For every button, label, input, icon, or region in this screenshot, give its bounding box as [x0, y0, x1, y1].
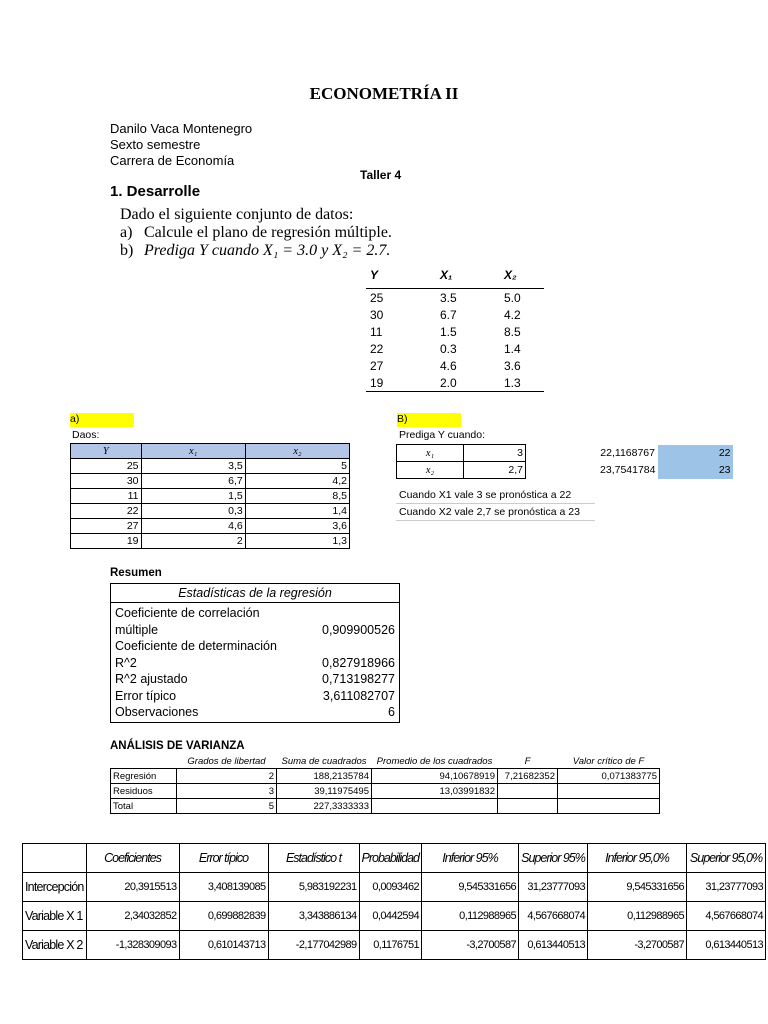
variable-cell: x₂ — [397, 462, 464, 479]
summary-title: Resumen — [110, 567, 162, 579]
statistic-label: Error típico — [115, 688, 177, 703]
anova-table — [110, 755, 660, 814]
table-row — [397, 462, 733, 479]
part-b-input-table — [396, 444, 733, 479]
row-label: Variable X 2 — [23, 931, 87, 960]
author-name: Danilo Vaca Montenegro — [110, 121, 253, 136]
statistic-value: 0,713198277 — [322, 672, 395, 686]
table-cell: 0,613440513 — [519, 931, 588, 960]
table-cell: 30 — [370, 307, 384, 322]
table-cell — [372, 799, 498, 814]
table-cell: 20,3915513 — [86, 873, 179, 902]
table-header-row — [111, 755, 660, 769]
table-header-row — [71, 444, 350, 459]
column-header: Y — [71, 444, 142, 459]
table-cell: 4.2 — [504, 307, 521, 322]
statistic-label: múltiple — [115, 622, 159, 637]
table-cell: 6.7 — [440, 307, 457, 322]
rounded-prediction-cell: 23 — [658, 462, 733, 479]
table-row — [71, 504, 350, 519]
problem-item-b — [120, 242, 390, 260]
table-cell: -2,177042989 — [268, 931, 359, 960]
table-row — [71, 489, 350, 504]
table-cell: 0.3 — [440, 341, 457, 356]
table-cell: 0,112988965 — [588, 902, 687, 931]
table-cell: 27 — [370, 358, 384, 373]
table-cell: -3,2700587 — [588, 931, 687, 960]
statistic-value: 0,827918966 — [322, 655, 395, 670]
table-cell — [498, 799, 558, 814]
table-cell: 3.6 — [504, 358, 521, 373]
section-heading: 1. Desarrolle — [110, 183, 201, 200]
column-header: Promedio de los cuadrados — [376, 756, 493, 767]
table-cell: 27 — [71, 519, 142, 534]
table-row — [366, 340, 544, 357]
table-row — [366, 374, 544, 392]
statistic-row — [111, 671, 399, 688]
table-cell: 94,10678919 — [372, 769, 498, 784]
table-row — [111, 784, 660, 799]
rounded-prediction-cell: 22 — [658, 445, 733, 462]
table-row — [71, 459, 350, 474]
row-label: Intercepción — [23, 873, 87, 902]
anova-title: ANÁLISIS DE VARIANZA — [110, 740, 245, 752]
column-header: Error típico — [179, 844, 268, 873]
item-label: b) — [120, 242, 134, 259]
table-cell: 1.4 — [504, 341, 521, 356]
table-cell — [498, 784, 558, 799]
table-cell: 1,4 — [245, 504, 349, 519]
table-cell: 1.5 — [440, 324, 457, 339]
table-cell: 19 — [366, 374, 438, 392]
statistic-label: Observaciones — [115, 705, 199, 719]
table-cell: 2,34032852 — [86, 902, 179, 931]
value-cell: 3 — [464, 445, 526, 462]
table-cell: 3,408139085 — [179, 873, 268, 902]
table-row — [366, 306, 544, 323]
table-cell: 2 — [141, 534, 245, 549]
table-cell: 5 — [245, 459, 349, 474]
table-cell: Residuos — [111, 784, 177, 799]
part-b-label: B) — [397, 413, 461, 427]
table-row — [366, 323, 544, 340]
statistic-row — [111, 655, 399, 672]
column-header: Superior 95,0% — [687, 844, 766, 873]
table-row — [397, 445, 733, 462]
statistic-label: R^2 — [115, 655, 137, 670]
column-header: Valor crítico de F — [572, 756, 645, 767]
column-header: Grados de libertad — [187, 756, 266, 767]
table-cell: 2 — [177, 769, 277, 784]
column-header: Probabilidad — [359, 844, 422, 873]
table-cell: 0,0093462 — [359, 873, 422, 902]
table-cell: 39,11975495 — [277, 784, 372, 799]
table-cell: 1,5 — [141, 489, 245, 504]
table-cell: 0,0442594 — [359, 902, 422, 931]
table-cell: 22 — [370, 341, 384, 356]
item-label: a) — [120, 224, 133, 241]
author-semester: Sexto semestre — [110, 137, 201, 152]
column-header: Superior 95% — [519, 844, 588, 873]
statistics-header: Estadísticas de la regresión — [111, 584, 399, 603]
table-cell: -1,328309093 — [86, 931, 179, 960]
table-cell: 188,2135784 — [277, 769, 372, 784]
variable-cell: x₁ — [397, 445, 464, 462]
table-cell: 11 — [71, 489, 142, 504]
table-cell — [558, 799, 660, 814]
table-row — [111, 799, 660, 814]
table-row — [23, 902, 766, 931]
table-cell: 3,343886134 — [268, 902, 359, 931]
table-cell: 3.5 — [440, 290, 457, 305]
table-cell: 9,545331656 — [588, 873, 687, 902]
column-header: Inferior 95,0% — [588, 844, 687, 873]
table-row — [71, 534, 350, 549]
item-text: Calcule el plano de regresión múltiple. — [144, 224, 392, 241]
column-header: Estadístico t — [268, 844, 359, 873]
table-cell: 25 — [370, 290, 384, 305]
table-cell: 6,7 — [141, 474, 245, 489]
table-row — [366, 289, 544, 307]
prediction-cell: 23,7541784 — [600, 464, 656, 476]
table-cell: 0,610143713 — [179, 931, 268, 960]
statistic-value: 6 — [388, 705, 395, 719]
statistic-row — [111, 704, 399, 721]
table-cell: 3,5 — [141, 459, 245, 474]
problem-intro: Dado el siguiente conjunto de datos: — [120, 206, 354, 223]
table-row — [71, 474, 350, 489]
table-cell: 5,983192231 — [268, 873, 359, 902]
table-cell: 0,1176751 — [359, 931, 422, 960]
table-cell: 3 — [177, 784, 277, 799]
table-cell: 22 — [71, 504, 142, 519]
page-title: ECONOMETRÍA II — [309, 84, 459, 103]
table-cell: 7,21682352 — [498, 769, 558, 784]
table-cell: 4,6 — [141, 519, 245, 534]
source-data-table — [366, 264, 544, 392]
table-cell: 4,567668074 — [687, 902, 766, 931]
statistic-row — [111, 638, 399, 655]
table-row — [23, 931, 766, 960]
table-cell: 4,567668074 — [519, 902, 588, 931]
table-cell: 1.3 — [504, 374, 544, 392]
prediction-note-x2: Cuando X2 vale 2,7 se pronóstica a 23 — [396, 505, 595, 521]
column-header: Inferior 95% — [422, 844, 519, 873]
table-cell: 5 — [177, 799, 277, 814]
column-header: Suma de cuadrados — [281, 756, 367, 767]
table-cell: 4,2 — [245, 474, 349, 489]
part-a-subtitle: Daos: — [72, 429, 100, 441]
table-cell: Total — [111, 799, 177, 814]
table-cell: 4.6 — [440, 358, 457, 373]
table-cell: 5.0 — [504, 290, 521, 305]
part-a-label: a) — [70, 413, 134, 427]
table-cell: 0,071383775 — [558, 769, 660, 784]
statistic-label: R^2 ajustado — [115, 672, 188, 686]
table-cell: 31,23777093 — [687, 873, 766, 902]
value-cell: 2,7 — [464, 462, 526, 479]
prediction-cell: 22,1168767 — [600, 447, 655, 459]
row-label: Variable X 1 — [23, 902, 87, 931]
author-career: Carrera de Economía — [110, 153, 235, 168]
column-header: F — [524, 756, 531, 767]
column-header: Y — [366, 264, 438, 289]
table-header-row — [23, 844, 766, 873]
table-cell: 9,545331656 — [422, 873, 519, 902]
column-header: x₂ — [245, 444, 349, 459]
assignment-label: Taller 4 — [360, 168, 402, 182]
table-cell: -3,2700587 — [422, 931, 519, 960]
table-header-row — [366, 264, 544, 289]
column-header: X₁ — [438, 264, 504, 289]
table-cell: 11 — [370, 324, 383, 339]
table-cell: 13,03991832 — [372, 784, 498, 799]
table-cell: 0,3 — [141, 504, 245, 519]
regression-statistics-box — [110, 583, 400, 723]
statistic-row — [111, 605, 399, 622]
table-cell: 25 — [71, 459, 142, 474]
column-header: x₁ — [141, 444, 245, 459]
table-cell: 19 — [71, 534, 142, 549]
table-cell: 8.5 — [504, 324, 521, 339]
table-cell: 31,23777093 — [519, 873, 588, 902]
item-text: Prediga Y cuando X₁ = 3.0 y X₂ = 2.7. — [144, 242, 391, 259]
table-cell: 8,5 — [245, 489, 349, 504]
statistic-value: 0,909900526 — [322, 622, 395, 637]
table-cell: 1,3 — [245, 534, 349, 549]
table-row — [366, 357, 544, 374]
part-b-subtitle: Prediga Y cuando: — [399, 429, 486, 441]
column-header: X₂ — [504, 264, 544, 289]
prediction-note-x1: Cuando X1 vale 3 se pronóstica a 22 — [396, 488, 595, 504]
table-cell: 30 — [71, 474, 142, 489]
problem-item-a — [120, 224, 392, 242]
table-cell: 2.0 — [438, 374, 504, 392]
table-cell: Regresión — [111, 769, 177, 784]
table-cell: 0,112988965 — [422, 902, 519, 931]
table-cell — [558, 784, 660, 799]
coefficients-table — [22, 843, 766, 960]
table-row — [71, 519, 350, 534]
table-row — [23, 873, 766, 902]
column-header: Coeficientes — [86, 844, 179, 873]
column-header — [23, 844, 87, 873]
table-cell: 0,613440513 — [687, 931, 766, 960]
statistic-label: Coeficiente de determinación — [115, 639, 277, 653]
statistic-row — [111, 688, 399, 705]
part-a-data-table — [70, 443, 350, 549]
table-cell: 3,6 — [245, 519, 349, 534]
statistic-value: 3,611082707 — [322, 688, 395, 703]
table-row — [111, 769, 660, 784]
statistic-label: Coeficiente de correlación — [115, 606, 260, 620]
table-cell: 227,3333333 — [277, 799, 372, 814]
column-header — [111, 755, 177, 769]
table-cell: 0,699882839 — [179, 902, 268, 931]
statistic-row — [111, 622, 399, 639]
